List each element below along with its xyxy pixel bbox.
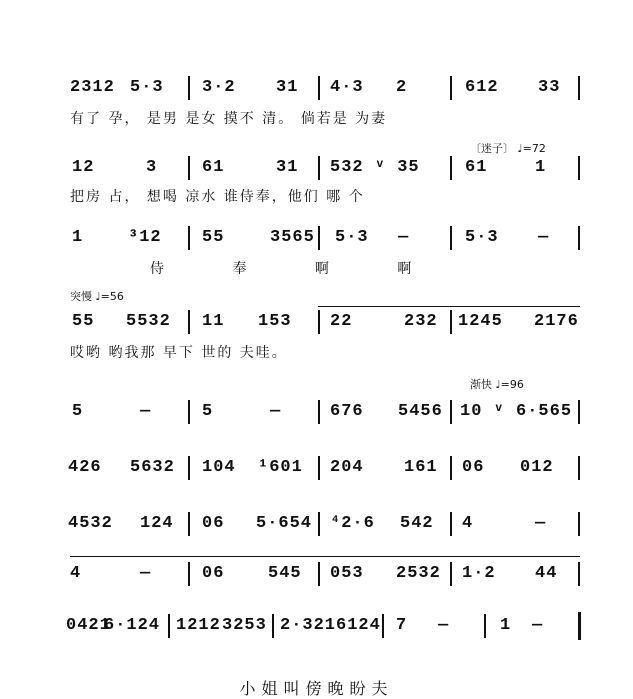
note-group: 5532 [126, 312, 171, 331]
barline [450, 512, 452, 536]
note-group: 31 [276, 78, 299, 97]
barline [578, 400, 580, 424]
barline [578, 156, 580, 180]
slur-line [70, 556, 580, 557]
barline [188, 226, 190, 250]
note-group: 124 [140, 514, 174, 533]
barline [382, 614, 384, 638]
barline [578, 456, 580, 480]
barline [318, 310, 320, 334]
note-group: 5·654 [256, 514, 313, 533]
score-line-5 [0, 372, 633, 442]
note-group: 22 [330, 312, 353, 331]
note-group: 1·2 [462, 564, 496, 583]
note-group: 4532 [68, 514, 113, 533]
barline [188, 310, 190, 334]
note-group: — [538, 228, 550, 247]
score-line-1 [0, 70, 633, 130]
note-group: — [438, 616, 450, 635]
note-group: ³12 [128, 228, 162, 247]
score-line-8 [0, 552, 633, 602]
note-group: 44 [535, 564, 558, 583]
note-group: 2·3216124 [280, 616, 381, 635]
barline [318, 226, 320, 250]
barline [188, 456, 190, 480]
note-group: 61 [465, 158, 488, 177]
note-group: 11 [202, 312, 225, 331]
note-group: 06 [202, 564, 225, 583]
note-group: 5·3 [335, 228, 369, 247]
note-group: 55 [72, 312, 95, 331]
tempo-mark: 突慢 ♩=56 [70, 290, 124, 303]
note-group: 232 [404, 312, 438, 331]
note-group: 4 [70, 564, 82, 583]
barline [318, 156, 320, 180]
barline [578, 512, 580, 536]
note-group: 61 [202, 158, 225, 177]
note-group: 3·2 [202, 78, 236, 97]
note-group: — [270, 402, 282, 421]
note-group: 7 [396, 616, 408, 635]
note-group: 3253 [222, 616, 267, 635]
note-group: 2 [396, 78, 408, 97]
note-group: 1245 [458, 312, 503, 331]
barline [318, 562, 320, 586]
note-group: 4 [462, 514, 474, 533]
note-group: 161 [404, 458, 438, 477]
final-barline [578, 612, 581, 640]
note-group: 0421 [66, 616, 111, 635]
note-group: 5·3 [465, 228, 499, 247]
barline [578, 562, 580, 586]
score-line-6 [0, 444, 633, 494]
barline [318, 400, 320, 424]
barline [578, 226, 580, 250]
note-group: 6·124 [104, 616, 161, 635]
barline [450, 76, 452, 100]
note-group: 12 [72, 158, 95, 177]
note-group: 1 [500, 616, 512, 635]
note-group: 1 [72, 228, 84, 247]
barline [450, 400, 452, 424]
note-group: 55 [202, 228, 225, 247]
note-group: 1212 [176, 616, 221, 635]
barline [484, 614, 486, 638]
lyrics-line: 把房 占， 想喝 凉水 谁侍奉，他们 哪 个 [70, 189, 365, 205]
barline [168, 614, 170, 638]
next-piece-title-partial: 小姐叫傍晚盼夫 [239, 679, 394, 698]
barline [188, 400, 190, 424]
lyrics-line: 哎哟 哟我那 早下 世的 夫哇。 [70, 345, 288, 361]
barline [450, 156, 452, 180]
note-group: 5456 [398, 402, 443, 421]
barline [318, 456, 320, 480]
note-group: 31 [276, 158, 299, 177]
note-group: 612 [465, 78, 499, 97]
note-group: 153 [258, 312, 292, 331]
note-group: — [140, 402, 152, 421]
note-group: 542 [400, 514, 434, 533]
note-group: 2312 [70, 78, 115, 97]
note-group: 2532 [396, 564, 441, 583]
note-group: — [398, 228, 410, 247]
note-group: 1 [535, 158, 547, 177]
lyrics-line: 有了 孕， 是男 是女 摸不 清。 倘若是 为妻 [70, 111, 388, 127]
note-group: 3 [146, 158, 158, 177]
barline [188, 512, 190, 536]
note-group: 5 [72, 402, 84, 421]
tempo-mark: 〔迷子〕 ♩=72 [470, 142, 546, 155]
note-group: 053 [330, 564, 364, 583]
score-line-7 [0, 502, 633, 552]
note-group: 676 [330, 402, 364, 421]
note-group: 06 [462, 458, 485, 477]
note-group: — [535, 514, 547, 533]
note-group: 012 [520, 458, 554, 477]
barline [188, 562, 190, 586]
note-group: 06 [202, 514, 225, 533]
score-line-3 [0, 214, 633, 277]
note-group: — [140, 564, 152, 583]
note-group: 10 ᵛ 6·565 [460, 402, 573, 421]
note-group: 5·3 [130, 78, 164, 97]
note-group: 4·3 [330, 78, 364, 97]
note-group: 5 [202, 402, 214, 421]
note-group: ⁴2·6 [330, 514, 375, 533]
note-group: 2176 [534, 312, 579, 331]
barline [272, 614, 274, 638]
barline [450, 310, 452, 334]
barline [450, 562, 452, 586]
note-group: 104 [202, 458, 236, 477]
note-group: 204 [330, 458, 364, 477]
note-group: — [532, 616, 544, 635]
tempo-mark: 渐快 ♩=96 [470, 378, 524, 391]
barline [188, 76, 190, 100]
barline [450, 226, 452, 250]
note-group: 545 [268, 564, 302, 583]
score-line-9 [0, 604, 633, 654]
lyrics-line: 侍 奉 啊 啊 [150, 261, 414, 277]
score-line-4 [0, 284, 633, 364]
slur-line [318, 306, 580, 307]
note-group: 532 ᵛ 35 [330, 158, 420, 177]
barline [188, 156, 190, 180]
barline [318, 512, 320, 536]
score-line-2 [0, 138, 633, 208]
barline [578, 76, 580, 100]
note-group: 5632 [130, 458, 175, 477]
note-group: ¹601 [258, 458, 303, 477]
barline [318, 76, 320, 100]
barline [450, 456, 452, 480]
note-group: 426 [68, 458, 102, 477]
note-group: 3565 [270, 228, 315, 247]
note-group: 33 [538, 78, 561, 97]
